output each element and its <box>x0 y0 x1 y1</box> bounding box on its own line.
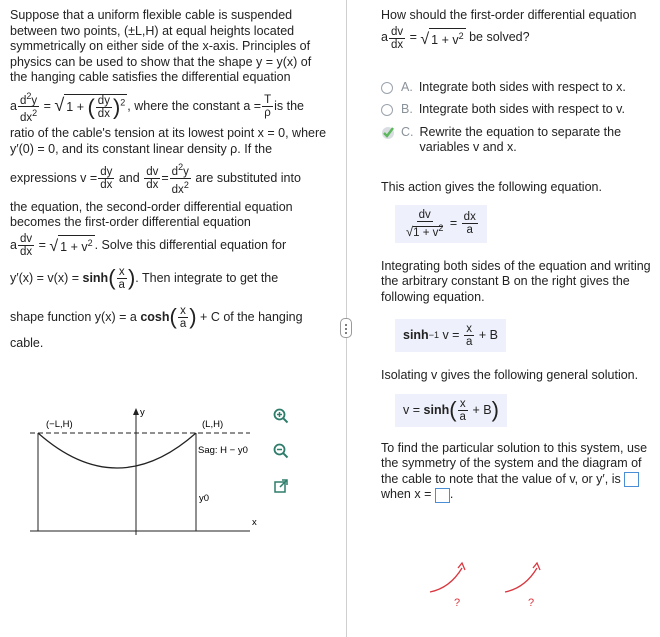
separated-equation: $\frac{dv}{√1 + v^2}$ = $\frac{dx}{a}$ <box>395 205 487 243</box>
option-b[interactable]: B. Integrate both sides with respect to v. <box>381 102 653 118</box>
where-text: , where the constant a = <box>127 99 262 114</box>
sag-label: Sag: H − y0 <box>198 445 248 456</box>
solution-panel <box>381 8 653 503</box>
is-the-text: is the <box>274 99 304 114</box>
y0-label: y0 <box>199 493 210 504</box>
shape-function: shape function y(x) = a cosh ( $\frac{x}{a}$ ) + C of the hanging <box>10 304 303 330</box>
equation-text: the equation, the second-order differential equation becomes the first-order differential equation <box>10 199 293 230</box>
option-c[interactable]: C. Rewrite the equation to separate the variables v and x. <box>381 125 653 156</box>
zoom-in-icon[interactable] <box>273 408 289 424</box>
cable-diagram <box>10 405 310 535</box>
right-point-label: (L,H) <box>202 419 224 430</box>
differential-equation: a $\frac{d^2y}{dx^2}$ = √ 1 + ( $\frac{dy}{dx}$ )$^2$ , where the constant a = $\frac{T}{\rho}$ is the <box>10 90 304 125</box>
yprime-solution: y′(x) = v(x) = sinh ( $\frac{x}{a}$ ) . Then integrate to get the <box>10 265 279 291</box>
y-axis-label: y <box>140 407 145 418</box>
question-text: How should the first-order differential equation <box>381 8 637 22</box>
problem-intro: Suppose that a uniform flexible cable is suspended between two points, (±L,H) at equal heights located symmetrically on either side of the x-axis. Principles of physics can be used to show that the shape y = y(x) of the hanging cable satisfies the differential equation <box>10 8 312 84</box>
answer-box-x[interactable] <box>435 488 450 503</box>
left-point-label: (−L,H) <box>46 419 73 430</box>
isolating-text: Isolating v gives the following general solution. <box>381 368 639 383</box>
integrating-text: Integrating both sides of the equation and writing the arbitrary constant B on the right gives the following equation. <box>381 258 651 304</box>
checkmark-icon <box>381 126 395 140</box>
substitution-expressions: expressions v = $\frac{dy}{dx}$ and $\frac{dv}{dx}$ = $\frac{d^2y}{dx^2}$ are substituted into <box>10 162 301 196</box>
cable-word: cable. <box>10 335 44 350</box>
svg-text:?: ? <box>528 597 535 609</box>
action-text: This action gives the following equation. <box>381 179 602 194</box>
option-a[interactable]: A. Integrate both sides with respect to x. <box>381 80 653 96</box>
problem-panel <box>10 8 330 351</box>
radio-b[interactable] <box>381 104 393 116</box>
first-order-equation: a $\frac{dv}{dx}$ = √ $1 + v^2$ . Solve this differential equation for <box>10 232 287 258</box>
y-axis-arrow <box>133 408 139 415</box>
svg-text:?: ? <box>454 597 461 609</box>
red-annotation-arrows <box>420 560 560 610</box>
x-axis-label: x <box>252 517 257 528</box>
resize-handle[interactable] <box>340 318 352 338</box>
zoom-out-icon[interactable] <box>273 443 289 459</box>
general-solution: v = sinh ( $\frac{x}{a}$ + B ) <box>395 394 507 427</box>
popout-icon[interactable] <box>273 478 289 494</box>
answer-box-value[interactable] <box>624 472 639 487</box>
ratio-text: ratio of the cable's tension at its lowest point x = 0, where y′(0) = 0, and its constant linear density ρ. If the <box>10 126 327 156</box>
question-equation: a $\frac{dv}{dx}$ = √ $1 + v^2$ be solved? <box>381 25 530 51</box>
integrated-equation: sinh −1 v = $\frac{x}{a}$ + B <box>395 319 506 352</box>
radio-a[interactable] <box>381 82 393 94</box>
cable-curve <box>38 433 196 468</box>
particular-text: To find the particular solution to this system, use the symmetry of the system and the diagram of the cable to note that the value of v, or y′, is when x = . <box>381 440 648 502</box>
